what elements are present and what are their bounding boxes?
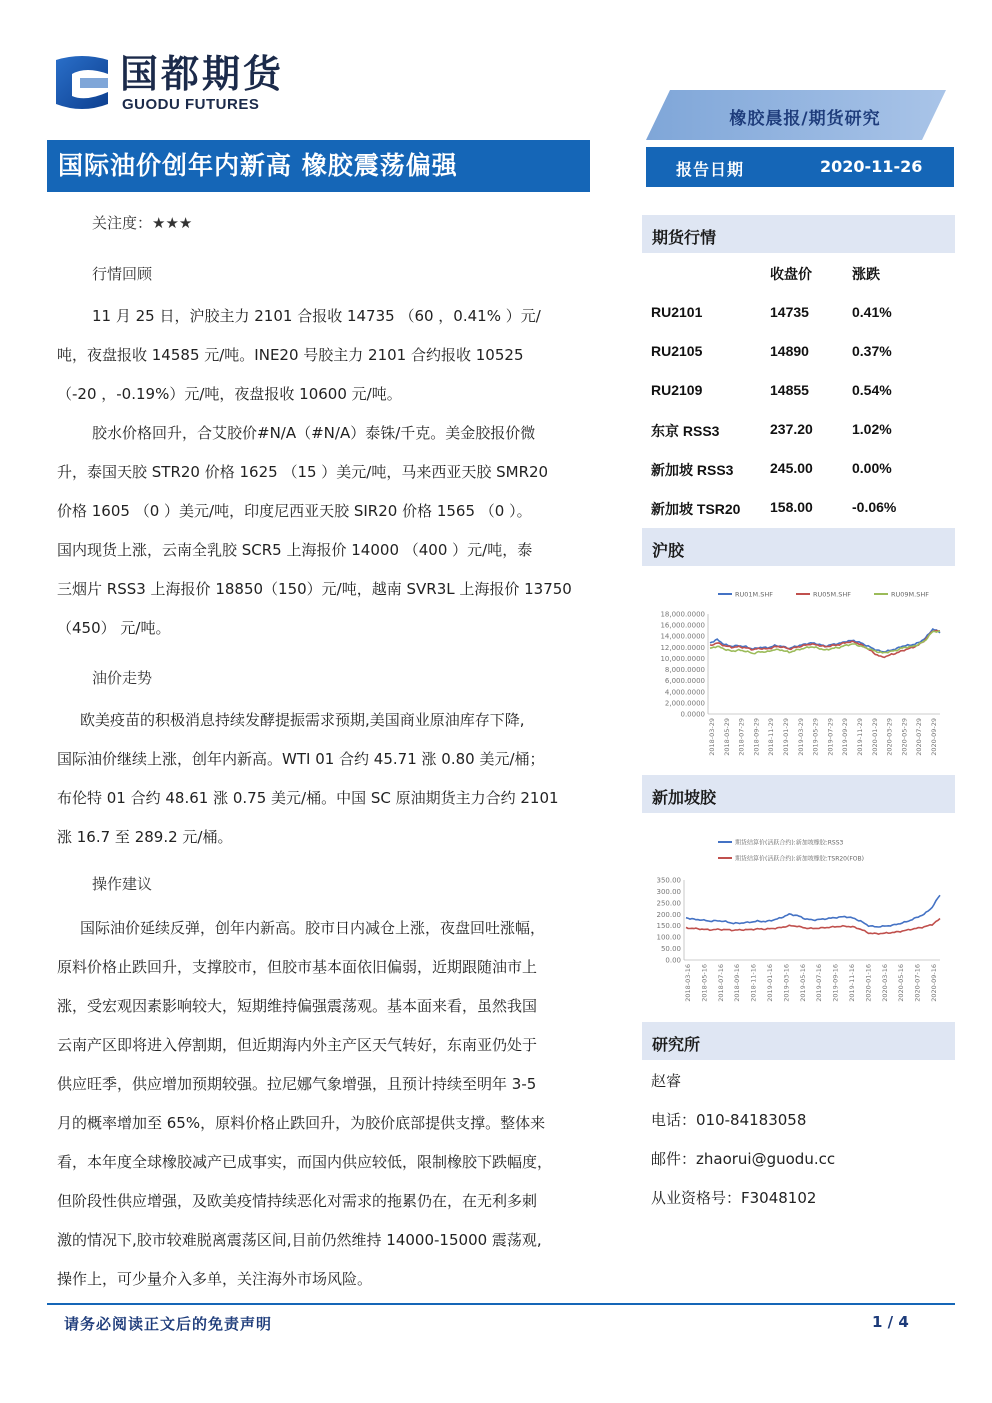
advice-line: 云南产区即将进入停割期，但近期海内外主产区天气转好，东南亚仍处于 (57, 1036, 538, 1054)
review-line: 胶水价格回升，合艾胶价#N/A（#N/A）泰铢/千克。美金胶报价微 (92, 424, 536, 442)
page-number: 1 / 4 (872, 1313, 909, 1331)
review-line: 价格 1605 （0 ）美元/吨，印度尼西亚天胶 SIR20 价格 1565 （0 ）。 (57, 502, 532, 520)
x-tick-label: 2018-11-16 (749, 964, 758, 1002)
x-tick-label: 2018-09-16 (733, 964, 742, 1002)
advice-line: 涨，受宏观因素影响较大，短期维持偏强震荡观。基本面来看，虽然我国 (57, 997, 538, 1015)
y-tick-label: 50.00 (660, 945, 681, 954)
quote-contract: RU2105 (651, 343, 703, 359)
y-tick-label: 0.0000 (680, 710, 705, 719)
quote-contract: RU2109 (651, 382, 703, 398)
shanghai-panel-title: 沪胶 (652, 541, 685, 560)
legend-label: 期货结算价(活跃合约):新加坡橡胶:TSR20(FOB) (735, 855, 864, 863)
x-tick-label: 2020-05-29 (900, 718, 909, 756)
advice-line: 但阶段性供应增强，及欧美疫情持续恶化对需求的拖累仍在，在无利多刺 (57, 1192, 538, 1210)
x-tick-label: 2020-07-16 (913, 964, 922, 1002)
x-tick-label: 2019-11-29 (856, 718, 864, 756)
shanghai-rubber-chart (648, 584, 948, 770)
x-tick-label: 2019-09-16 (831, 964, 840, 1002)
advice-line: 原料价格止跌回升，支撑胶市，但胶市基本面依旧偏弱，近期跟随油市上 (57, 958, 538, 976)
section-heading-review: 行情回顾 (92, 265, 153, 283)
analyst-name: 赵睿 (651, 1072, 682, 1090)
page-title: 国际油价创年内新高 橡胶震荡偏强 (58, 151, 458, 180)
quote-contract: 东京 RSS3 (651, 423, 720, 439)
x-tick-label: 2019-05-29 (811, 718, 820, 756)
quote-close: 14855 (770, 382, 809, 398)
series-line (686, 895, 940, 927)
guodu-logo-icon (52, 52, 112, 112)
series-line (710, 631, 940, 658)
x-tick-label: 2018-07-16 (716, 964, 725, 1002)
x-tick-label: 2019-01-16 (766, 964, 774, 1002)
y-tick-label: 100.00 (656, 933, 681, 942)
y-tick-label: 350.00 (656, 876, 681, 885)
report-type-label: 橡胶晨报/期货研究 (729, 109, 881, 129)
review-line: 国内现货上涨，云南全乳胶 SCR5 上海报价 14000 （400 ）元/吨，泰 (57, 541, 533, 559)
quote-close: 237.20 (770, 421, 813, 437)
advice-line: 月的概率增加至 65%，原料价格止跌回升，为胶价底部提供支撑。整体来 (57, 1114, 546, 1132)
quote-change: 0.54% (852, 382, 892, 398)
x-tick-label: 2018-11-29 (767, 718, 776, 756)
x-tick-label: 2018-03-16 (684, 964, 692, 1002)
analyst-phone: 电话：010-84183058 (651, 1111, 807, 1129)
legend-label: 期货结算价(活跃合约):新加坡橡胶:RSS3 (735, 839, 844, 847)
y-tick-label: 2,000.0000 (664, 699, 705, 708)
y-tick-label: 16,000.0000 (660, 621, 705, 630)
singapore-rubber-chart (648, 832, 948, 1012)
singapore-panel-title: 新加坡胶 (652, 788, 717, 807)
oil-line: 布伦特 01 合约 48.61 涨 0.75 美元/桶。中国 SC 原油期货主力合约 2101 (57, 789, 559, 807)
footer-disclaimer[interactable]: 请务必阅读正文后的免责声明 (64, 1315, 273, 1333)
quote-close: 158.00 (770, 499, 813, 515)
x-tick-label: 2020-03-16 (880, 964, 889, 1002)
y-tick-label: 6,000.0000 (664, 677, 705, 686)
quote-close: 14890 (770, 343, 809, 359)
x-tick-label: 2020-07-29 (915, 718, 924, 756)
research-panel-title: 研究所 (652, 1035, 701, 1054)
review-line: （450） 元/吨。 (57, 619, 171, 637)
y-tick-label: 4,000.0000 (664, 688, 705, 697)
y-tick-label: 10,000.0000 (660, 654, 705, 663)
x-tick-label: 2018-09-29 (752, 718, 761, 756)
x-tick-label: 2019-03-29 (796, 718, 805, 756)
review-line: 11 月 25 日，沪胶主力 2101 合报收 14735 （60 ，0.41% ）元/ (92, 307, 541, 325)
quotes-panel-title: 期货行情 (652, 228, 717, 247)
analyst-email[interactable]: 邮件：zhaorui@guodu.cc (651, 1150, 836, 1168)
oil-line: 国际油价继续上涨，创年内新高。WTI 01 合约 45.71 涨 0.80 美元/桶； (57, 750, 545, 768)
footer-divider (47, 1303, 955, 1305)
quote-change: 0.37% (852, 343, 892, 359)
advice-line: 看，本年度全球橡胶减产已成事实，而国内供应较低，限制橡胶下跌幅度， (57, 1153, 553, 1171)
oil-line: 欧美疫苗的积极消息持续发酵提振需求预期,美国商业原油库存下降, (80, 711, 525, 729)
y-tick-label: 250.00 (656, 899, 681, 908)
quote-close: 245.00 (770, 460, 813, 476)
review-line: （-20 ，-0.19%）元/吨，夜盘报收 10600 元/吨。 (57, 385, 402, 403)
x-tick-label: 2019-05-16 (798, 964, 807, 1002)
y-tick-label: 150.00 (656, 922, 681, 931)
legend-label: RU09M.SHF (891, 590, 929, 599)
section-heading-advice: 操作建议 (92, 875, 153, 893)
quote-change: 0.00% (852, 460, 892, 476)
x-tick-label: 2018-07-29 (737, 718, 746, 756)
quotes-col-change: 涨跌 (852, 266, 880, 282)
x-tick-label: 2019-01-29 (782, 718, 790, 756)
report-date-label: 报告日期 (676, 160, 745, 179)
quote-change: 0.41% (852, 304, 892, 320)
y-tick-label: 300.00 (656, 887, 681, 896)
advice-line: 供应旺季，供应增加预期较强。拉尼娜气象增强，且预计持续至明年 3-5 (57, 1075, 537, 1093)
quote-close: 14735 (770, 304, 809, 320)
y-tick-label: 18,000.0000 (660, 610, 705, 619)
quotes-col-close: 收盘价 (770, 266, 812, 282)
x-tick-label: 2020-05-16 (897, 964, 906, 1002)
x-tick-label: 2020-01-16 (864, 964, 873, 1002)
x-tick-label: 2019-03-16 (782, 964, 791, 1002)
y-tick-label: 0.00 (665, 956, 681, 965)
legend-label: RU05M.SHF (813, 590, 851, 599)
x-tick-label: 2019-09-29 (841, 718, 850, 756)
oil-line: 涨 16.7 至 289.2 元/桶。 (57, 828, 233, 846)
analyst-license: 从业资格号：F3048102 (651, 1189, 817, 1207)
review-line: 三烟片 RSS3 上海报价 18850（150）元/吨，越南 SVR3L 上海报价 13750 (57, 580, 572, 598)
advice-line: 操作上，可少量介入多单，关注海外市场风险。 (57, 1270, 373, 1288)
quote-change: 1.02% (852, 421, 892, 437)
x-tick-label: 2020-09-29 (930, 718, 938, 756)
x-tick-label: 2018-03-29 (708, 718, 716, 756)
y-tick-label: 14,000.0000 (660, 632, 705, 641)
x-tick-label: 2019-11-16 (848, 964, 856, 1002)
quote-contract: RU2101 (651, 304, 703, 320)
logo-cn-text: 国都期货 (120, 52, 285, 96)
legend-label: RU01M.SHF (735, 590, 773, 599)
advice-line: 激的情况下,胶市较难脱离震荡区间,目前仍然维持 14000-15000 震荡观, (57, 1231, 542, 1249)
logo-en-text: GUODU FUTURES (122, 96, 260, 113)
x-tick-label: 2018-05-16 (700, 964, 709, 1002)
quote-change: -0.06% (852, 499, 897, 515)
x-tick-label: 2019-07-16 (815, 964, 824, 1002)
attention-rating: 关注度：★★★ (92, 214, 193, 232)
x-tick-label: 2020-01-29 (870, 718, 879, 756)
y-tick-label: 200.00 (656, 910, 681, 919)
section-heading-oil: 油价走势 (92, 669, 153, 687)
advice-line: 国际油价延续反弹，创年内新高。胶市日内减仓上涨，夜盘回吐涨幅， (80, 919, 546, 937)
review-line: 吨，夜盘报收 14585 元/吨。INE20 号胶主力 2101 合约报收 10525 (57, 346, 524, 364)
x-tick-label: 2018-05-29 (722, 718, 731, 756)
x-tick-label: 2019-07-29 (826, 718, 835, 756)
x-tick-label: 2020-09-16 (930, 964, 938, 1002)
series-line (710, 629, 940, 652)
report-date-value: 2020-11-26 (820, 157, 923, 176)
review-line: 升，泰国天胶 STR20 价格 1625 （15 ）美元/吨，马来西亚天胶 SMR20 (57, 463, 549, 481)
quote-contract: 新加坡 TSR20 (651, 501, 741, 517)
y-tick-label: 8,000.0000 (664, 666, 705, 675)
shanghai-panel-header (642, 528, 955, 566)
x-tick-label: 2020-03-29 (885, 718, 894, 756)
y-tick-label: 12,000.0000 (660, 643, 705, 652)
quote-contract: 新加坡 RSS3 (651, 462, 734, 478)
